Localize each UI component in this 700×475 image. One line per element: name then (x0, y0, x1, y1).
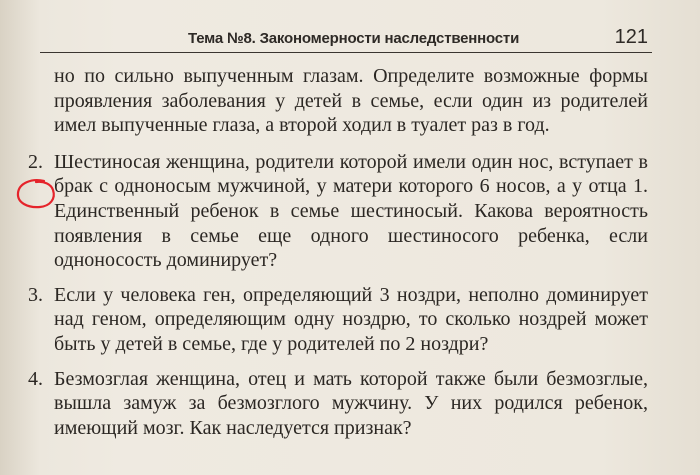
problem-text: Безмозглая женщина, отец и мать которой также были безмозглые, вышла замуж за безмозглого мужчину. У них родился ребенок, имеющий мозг. Как наследуется признак? (54, 367, 648, 439)
problem-4 (28, 367, 648, 441)
problem-number: 3. (28, 283, 43, 306)
problem-text: Шестиносая женщина, родители которой имели один нос, вступает в брак с одноносым мужчиной, у матери которого 6 носов, а у отца 1. Единственный ребенок в семье шестиносый. Какова вероятность появления в семье еще одного шестиносого ребенка, если одноносость доминирует? (54, 150, 648, 272)
problem-3 (28, 283, 648, 357)
page-header (40, 26, 652, 53)
chapter-title: Тема №8. Закономерности наследственности (188, 30, 520, 47)
red-circle-annotation (14, 177, 58, 211)
continuation-paragraph: но по сильно выпученным глазам. Определите возможные формы проявления заболевания у детей в семье, если один из родителей имел выпученные глаза, а второй ходил в туалет раз в год. (54, 65, 648, 137)
problem-number: 4. (28, 367, 43, 390)
page-number: 121 (614, 26, 648, 48)
page-content (28, 64, 648, 450)
problem-number: 2. (28, 150, 43, 173)
problem-text: Если у человека ген, определяющий 3 ноздри, неполно доминирует над геном, определяющим одну ноздрю, то сколько ноздрей может быть у детей в семье, где у родителей по 2 ноздри? (54, 283, 648, 355)
problem-2 (28, 150, 648, 273)
